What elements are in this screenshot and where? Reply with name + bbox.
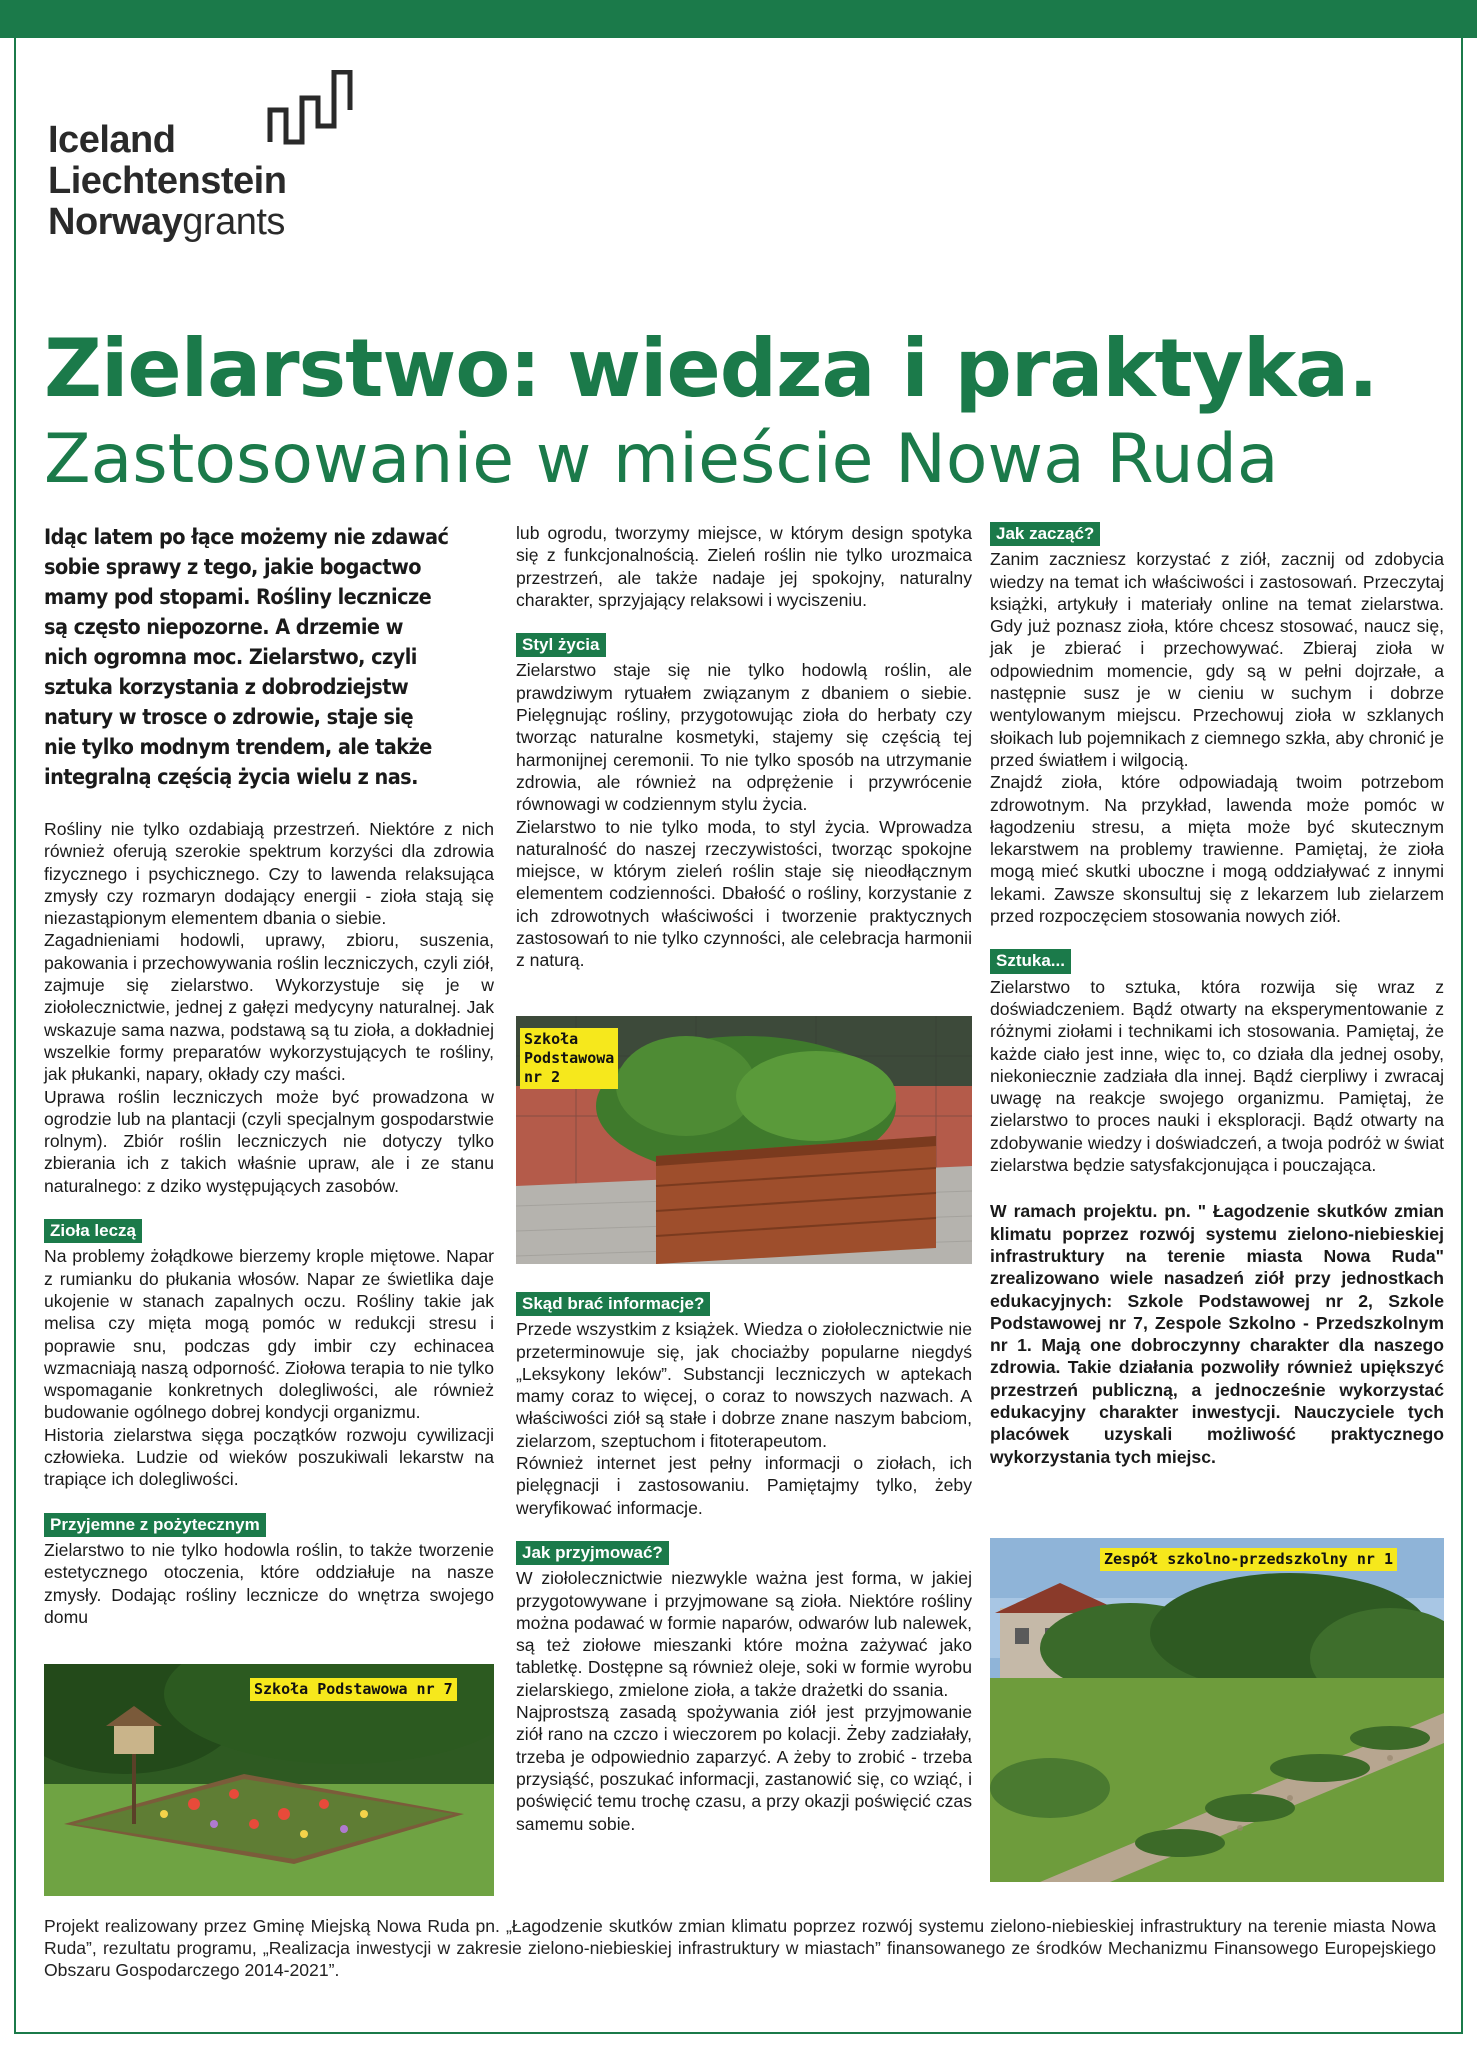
column-2 (516, 522, 972, 972)
paragraph: Zanim zaczniesz korzystać z ziół, zacznij od zdobycia wiedzy na temat ich właściwości i zastosowań. Przeczytaj książki, artykuły i materiały online na temat zielarstwa. Gdy już poznasz zioła, które chcesz stosować, naucz się, jak je zbierać i przechowywać. Zbieraj zioła w odpowiednim momencie, gdy są w pełni dojrzałe, a następnie susz je w cieniu w suchym i dobrze wentylowanym miejscu. Przechowuj zioła w szklanych słoikach lub pojemnikach z ciemnego szkła, aby chronić je przed światłem i wilgocią. (990, 549, 1444, 770)
section-heading-sztuka: Sztuka... (990, 949, 1071, 973)
section-heading-ziola-lecza: Zioła leczą (44, 1219, 142, 1243)
paragraph: Zielarstwo to sztuka, która rozwija się wraz z doświadczeniem. Bądź otwarty na eksperymentowanie z różnymi ziołami i technikami ich stosowania. Pamiętaj, że każde ciało jest inne, więc to, co działa dla jednej osoby, niekoniecznie zadziała dla innej. Bądź cierpliwy i zwracaj uwagę na reakcje swojego organizmu. Pamiętaj, że zielarstwo to proces nauki i eksploracji. Bądź otwarty na zdobywanie wiedzy i doświadczeń, a twoja podróż w świat zielarstwa będzie satysfakcjonująca i pouczająca. (990, 976, 1444, 1176)
logo-line-liechtenstein: Liechtenstein (48, 160, 287, 202)
project-summary-paragraph: W ramach projektu. pn. " Łagodzenie skutków zmian klimatu poprzez rozwój systemu zielono-niebieskiej infrastruktury na terenie miasta Nowa Ruda" zrealizowano wiele nasadzeń ziół przy jednostkach edukacyjnych: Szkole Podstawowej nr 2, Szkole Podstawowej nr 7, Zespole Szkolno - Przedszkolnym nr 1. Mają one dobroczynny charakter dla naszego zdrowia. Takie działania pozwoliły również upiększyć przestrzeń publiczną, a jednocześnie wykorzystać edukacyjny charakter inwestycji. Nauczyciele tych placówek uzyskali możliwość praktycznego wykorzystania tych miejsc. (990, 1201, 1444, 1467)
column-2-lower (516, 1292, 972, 1835)
section-heading-jak-przyjmowac: Jak przyjmować? (516, 1541, 669, 1565)
photo-szkola-podstawowa-7 (44, 1664, 494, 1896)
page-subtitle: Zastosowanie w mieście Nowa Ruda (44, 420, 1279, 499)
paragraph: Uprawa roślin leczniczych może być prowadzona w ogrodzie lub na plantacji (czyli specjalnym gospodarstwie rolnym). Zbiór roślin leczniczych nie dotyczy tylko zbierania ich z takich właśnie upraw, ale i ze stanu naturalnego: z dziko występujących zasobów. (44, 1086, 494, 1196)
footer-note: Projekt realizowany przez Gminę Miejską Nowa Ruda pn. „Łagodzenie skutków zmian klimatu poprzez rozwój systemu zielono-niebieskiej infrastruktury na terenie miasta Nowa Ruda”, rezultatu programu, „Realizacja inwestycji w zakresie zielono-niebieskiej infrastruktury w miastach” finansowanego ze środków Mechanizmu Finansowego Europejskiego Obszaru Gospodarczego 2014-2021”. (44, 1916, 1436, 1980)
logo-norway: Norway (48, 201, 183, 243)
eea-grants-logo (48, 70, 408, 280)
paragraph: Najprostszą zasadą spożywania ziół jest przyjmowanie ziół rano na czczo i wieczorem po kolacji. Żeby zadziałały, trzeba je odpowiednio zaparzyć. A żeby to zrobić - trzeba przysiąść, poszukać informacji, zastanowić się, co wziąć, i poświęcić temu trochę czasu, a przy okazji poświęcić czas samemu sobie. (516, 1702, 972, 1834)
photo-label-zsp1: Zespół szkolno-przedszkolny nr 1 (1100, 1548, 1397, 1571)
paragraph: Zagadnieniami hodowli, uprawy, zbioru, suszenia, pakowania i przechowywania roślin leczniczych, czyli ziół, zajmuje się zielarstwo. Wykorzystuje się je w ziołolecznictwie, jednej z gałęzi medycyny naturalnej. Jak wskazuje sama nazwa, podstawą są tu zioła, a dokładniej wszelkie formy preparatów wykorzystujących te rośliny, jak płukanki, napary, okłady czy maści. (44, 930, 494, 1085)
logo-line-iceland: Iceland (48, 119, 176, 161)
paragraph: Zielarstwo to nie tylko hodowla roślin, to także tworzenie estetycznego otoczenia, które oddziałuje na nasze zmysły. Dodając rośliny lecznicze do wnętrza swojego domu (44, 1539, 494, 1627)
paragraph: Zielarstwo to nie tylko moda, to styl życia. Wprowadza naturalność do naszej rzeczywistości, tworząc spokojne miejsce, w którym zieleń roślin staje się nieodłącznym elementem codzienności. Dbałość o rośliny, korzystanie z ich zdrowotnych właściwości i tworzenie praktycznych zastosowań to nie tylko czynności, ale celebracja harmonii z naturą. (516, 816, 972, 971)
top-green-bar (0, 0, 1477, 38)
logo-text (48, 120, 286, 243)
paragraph: Zielarstwo staje się nie tylko hodowlą roślin, ale prawdziwym rytuałem związanym z dbaniem o siebie. Pielęgnując rośliny, przygotowując zioła do herbaty czy tworząc naturalne kosmetyki, stajemy się częścią tej harmonijnej ceremonii. To nie tylko sposób na utrzymanie zdrowia, ale również na odprężenie i przywrócenie równowagi w codziennym stylu życia. (516, 660, 972, 815)
column-3 (990, 522, 1444, 1468)
paragraph: Również internet jest pełny informacji o ziołach, ich pielęgnacji i zastosowaniu. Pamiętajmy tylko, żeby weryfikować informacje. (516, 1453, 972, 1518)
paragraph: lub ogrodu, tworzymy miejsce, w którym design spotyka się z funkcjonalnością. Zieleń roślin nie tylko urozmaica przestrzeń, ale także nadaje jej spokojny, naturalny charakter, sprzyjający relaksowi i wyciszeniu. (516, 523, 972, 610)
paragraph: Na problemy żołądkowe bierzemy krople miętowe. Napar z rumianku do płukania włosów. Napar ze świetlika daje ukojenie w stanach zapalnych oczu. Rośliny takie jak melisa czy mięta mogą pomóc w redukcji stresu i poprawie snu, podczas gdy imbir czy echinacea wzmacniają naszą odporność. Ziołowa terapia to nie tylko wspomaganie konkretnych dolegliwości, ale również budowanie ogólnego dobrej kondycji organizmu. (44, 1246, 494, 1423)
photo-szkola-podstawowa-2 (516, 1016, 972, 1264)
section-heading-styl-zycia: Styl życia (516, 633, 606, 657)
section-heading-przyjemne: Przyjemne z pożytecznym (44, 1513, 266, 1537)
photo-zespol-szkolno-przedszkolny (990, 1538, 1444, 1882)
section-heading-skad-brac: Skąd brać informacje? (516, 1292, 710, 1316)
logo-line-norway (48, 202, 286, 243)
lead-paragraph: Idąc latem po łące możemy nie zdawać sobie sprawy z tego, jakie bogactwo mamy pod stopami. Rośliny lecznicze są często niepozorne. A drzemie w nich ogromna moc. Zielarstwo, czyli sztuka korzystania z dobrodziejstw natury w trosce o zdrowie, staje się nie tylko modnym trendem, ale także integralną częścią życia wielu z nas. (44, 525, 449, 789)
logo-grants: grants (182, 201, 285, 243)
paragraph: Przede wszystkim z książek. Wiedza o ziołolecznictwie nie przeterminowuje się, jak chociażby popularne niegdyś „Leksykony leków”. Substancji leczniczych w aptekach mamy coraz to więcej, o coraz to nowszych nazwach. A właściwości ziół są stałe i dobrze znane naszym babciom, zielarzom, szeptuchom i fitoterapeutom. (516, 1319, 972, 1451)
section-heading-jak-zaczac: Jak zacząć? (990, 522, 1100, 546)
paragraph: W ziołolecznictwie niezwykle ważna jest forma, w jakiej przygotowywane i przyjmowane są zioła. Niektóre rośliny można podawać w formie naparów, odwarów lub nalewek, są też ziołowe mieszanki które można zażywać jako tabletkę. Dostępne są również oleje, soki w formie wyrobu zielarskiego, zmielone zioła, a także drażetki do ssania. (516, 1568, 972, 1700)
photo-label-sp2: Szkoła Podstawowa nr 2 (520, 1028, 618, 1089)
photo-label-sp7: Szkoła Podstawowa nr 7 (250, 1678, 457, 1701)
column-1 (44, 522, 494, 1628)
paragraph: Historia zielarstwa sięga początków rozwoju cywilizacji człowieka. Ludzie od wieków poszukiwali lekarstw na trapiące ich dolegliwości. (44, 1424, 494, 1490)
page-title: Zielarstwo: wiedza i praktyka. (44, 322, 1378, 415)
paragraph: Znajdź zioła, które odpowiadają twoim potrzebom zdrowotnym. Na przykład, lawenda może pomóc w łagodzeniu stresu, a mięta może być skutecznym lekarstwem na problemy trawienne. Pamiętaj, że zioła mogą mieć skutki uboczne i mogą oddziaływać z innymi lekami. Zawsze skonsultuj się z lekarzem lub zielarzem przed rozpoczęciem stosowania nowych ziół. (990, 772, 1444, 927)
paragraph: Rośliny nie tylko ozdabiają przestrzeń. Niektóre z nich również oferują szerokie spektrum korzyści dla zdrowia fizycznego i psychicznego. Czy to lawenda relaksująca zmysły czy rozmaryn dodający energii - zioła stają się niezastąpionym elementem dbania o siebie. (44, 819, 494, 929)
